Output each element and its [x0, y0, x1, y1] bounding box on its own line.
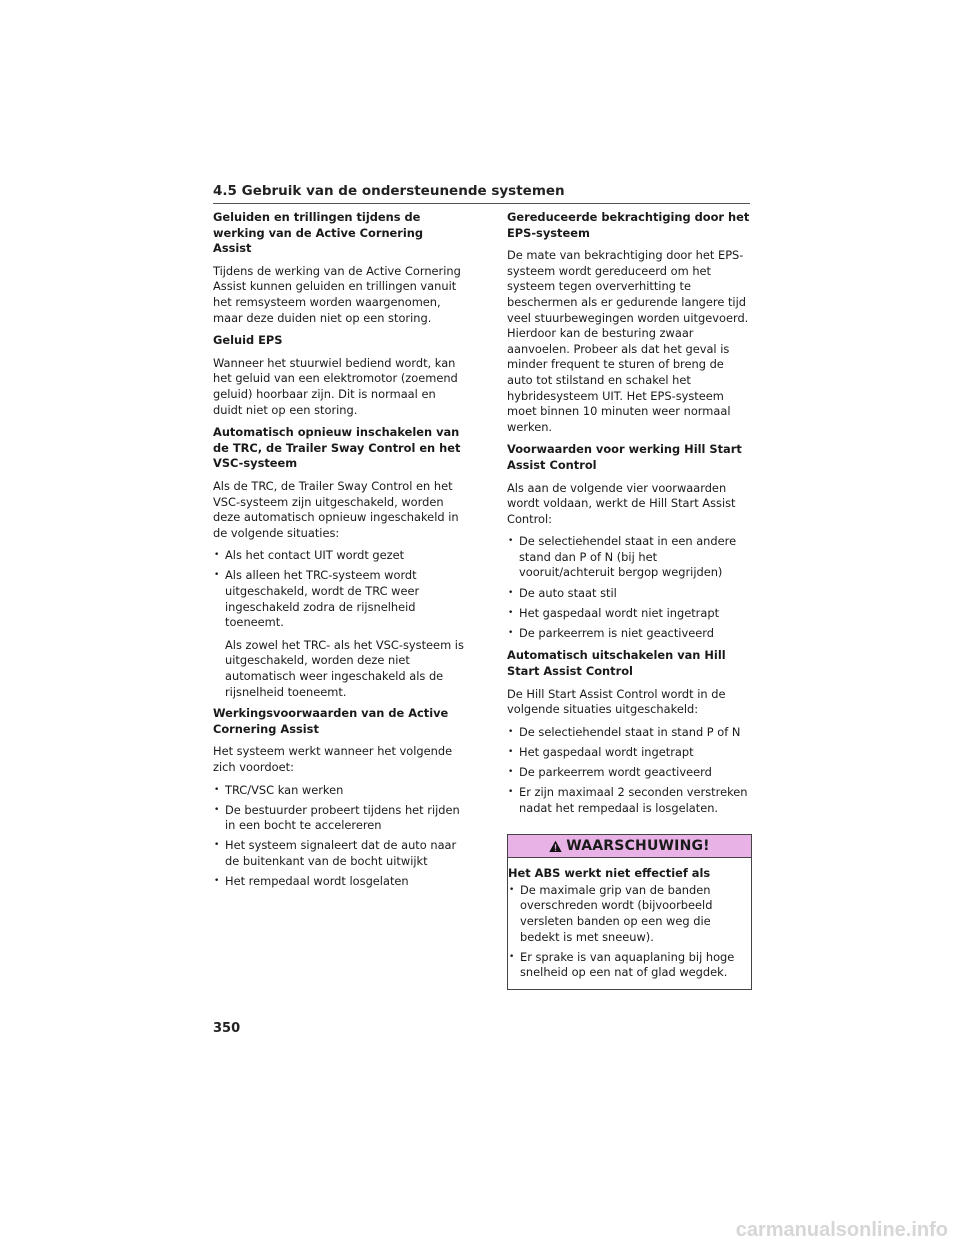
- list-auto-reenable: [213, 548, 465, 630]
- warning-header: [508, 835, 751, 858]
- warning-title: WAARSCHUWING!: [566, 838, 710, 855]
- paragraph-eps-sound: Wanneer het stuurwiel bediend wordt, kan het geluid van een elektromotor (zoemend geluid) hoorbaar zijn. Dit is normaal en duidt niet op een storing.: [213, 355, 458, 417]
- list-item: • De parkeerrem wordt geactiveerd: [507, 765, 752, 781]
- list-item: • De selectiehendel staat in een andere stand dan P of N (bij het vooruit/achteruit bergop wegrijden): [507, 534, 752, 581]
- warning-triangle-icon: [549, 840, 562, 853]
- paragraph-hill-start-conditions: Als aan de volgende vier voorwaarden wordt voldaan, werkt de Hill Start Assist Control:: [507, 480, 736, 526]
- list-item: • Als het contact UIT wordt gezet: [213, 548, 465, 564]
- list-item: • Het gaspedaal wordt niet ingetrapt: [507, 606, 752, 622]
- list-item: • De selectiehendel staat in stand P of N: [507, 725, 752, 741]
- list-item: • De parkeerrem is niet geactiveerd: [507, 626, 752, 642]
- left-column: [213, 210, 465, 897]
- list-item: • Er sprake is van aquaplaning bij hoge snelheid op een nat of glad wegdek.: [508, 950, 751, 981]
- warning-list: [508, 883, 751, 981]
- list-item: • Er zijn maximaal 2 seconden verstreken nadat het rempedaal is losgelaten.: [507, 785, 752, 816]
- list-hill-start-conditions: [507, 534, 752, 641]
- section-header: [213, 180, 750, 204]
- list-item: • Het systeem signaleert dat de auto naar de buitenkant van de bocht uitwijkt: [213, 838, 465, 869]
- paragraph-eps-reduced: De mate van bekrachtiging door het EPS-systeem wordt gereduceerd om het systeem tegen oververhitting te beschermen als er gedurende langere tijd veel stuurbewegingen worden uitgevoerd. Hierdoor kan de besturing zwaar aanvoelen. Probeer als dat het geval is minder frequent te sturen of breng de auto tot stilstand en schakel het hybridesysteem UIT. Het EPS-systeem moet binnen 10 minuten weer normaal werken.: [507, 248, 749, 434]
- heading-eps-sound: Geluid EPS: [213, 333, 283, 348]
- page-number: 350: [213, 1021, 241, 1036]
- paragraph-hill-start-off: De Hill Start Assist Control wordt in de volgende situaties uitgeschakeld:: [507, 686, 726, 717]
- list-item: • De bestuurder probeert tijdens het rijden in een bocht te accelereren: [213, 803, 465, 834]
- heading-hill-start-off: Automatisch uitschakelen van Hill Start Assist Control: [507, 648, 726, 678]
- heading-noise-vibration: Geluiden en trillingen tijdens de werking van de Active Cornering Assist: [213, 210, 424, 256]
- section-title: 4.5 Gebruik van de ondersteunende systemen: [213, 183, 565, 199]
- warning-box: [507, 834, 752, 990]
- list-item: • Het gaspedaal wordt ingetrapt: [507, 745, 752, 761]
- paragraph-noise-vibration: Tijdens de werking van de Active Cornering Assist kunnen geluiden en trillingen vanuit het remsysteem worden waargenomen, maar deze duiden niet op een storing.: [213, 263, 461, 325]
- paragraph-auto-reenable-note: Als zowel het TRC- als het VSC-systeem is uitgeschakeld, worden deze niet automatisch weer ingeschakeld als de rijsnelheid toeneemt.: [225, 637, 464, 699]
- list-item: • TRC/VSC kan werken: [213, 783, 465, 799]
- heading-cornering-conditions: Werkingsvoorwaarden van de Active Cornering Assist: [213, 706, 449, 736]
- heading-hill-start-conditions: Voorwaarden voor werking Hill Start Assist Control: [507, 442, 742, 472]
- list-item: • Als alleen het TRC-systeem wordt uitgeschakeld, wordt de TRC weer ingeschakeld zodra de rijsnelheid toeneemt.: [213, 568, 465, 630]
- list-cornering-conditions: [213, 783, 465, 890]
- watermark: carmanualsonline.info: [735, 1219, 948, 1241]
- heading-eps-reduced: Gereduceerde bekrachtiging door het EPS-systeem: [507, 210, 750, 240]
- paragraph-auto-reenable: Als de TRC, de Trailer Sway Control en het VSC-systeem zijn uitgeschakeld, worden deze automatisch opnieuw ingeschakeld in de volgende situaties:: [213, 478, 459, 540]
- warning-heading: Het ABS werkt niet effectief als: [508, 866, 711, 881]
- paragraph-cornering-conditions: Het systeem werkt wanneer het volgende zich voordoet:: [213, 744, 453, 774]
- list-item: • De auto staat stil: [507, 586, 752, 602]
- list-item: • De maximale grip van de banden overschreden wordt (bijvoorbeeld versleten banden op een weg die bedekt is met sneeuw).: [508, 883, 751, 945]
- warning-body: [508, 858, 751, 989]
- right-column: [507, 210, 752, 990]
- list-item: • Het rempedaal wordt losgelaten: [213, 874, 465, 890]
- heading-auto-reenable: Automatisch opnieuw inschakelen van de TRC, de Trailer Sway Control en het VSC-systeem: [213, 425, 461, 471]
- list-hill-start-off: [507, 725, 752, 816]
